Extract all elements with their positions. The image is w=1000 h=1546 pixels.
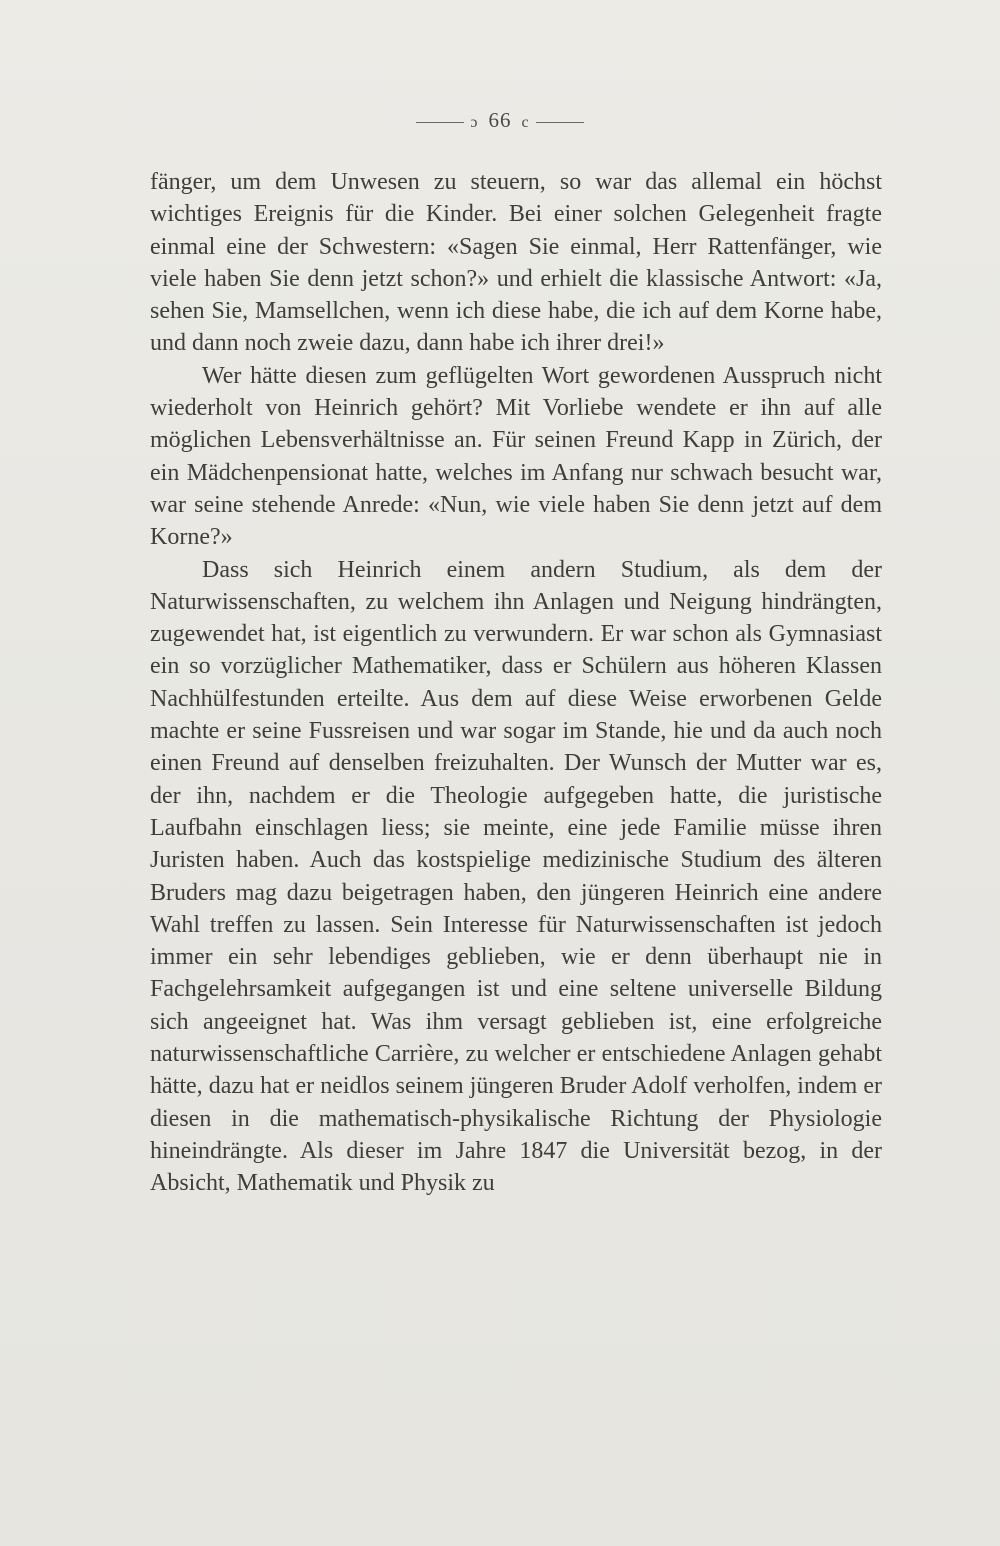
header-rule-right [536, 122, 584, 123]
header-rule-left [416, 122, 464, 123]
header-ornament-left: ɔ [470, 114, 479, 131]
header-ornament-right: c [521, 114, 530, 131]
paragraph-2: Wer hätte diesen zum geflügelten Wort gewordenen Ausspruch nicht wiederholt von Heinrich gehört? Mit Vorliebe wendete er ihn auf alle möglichen Lebensverhältnisse an. Für seinen Freund Kapp in Zürich, der ein Mädchenpensionat hatte, welches im Anfang nur schwach besucht war, war seine stehende Anrede: «Nun, wie viele haben Sie denn jetzt auf dem Korne?» [150, 362, 882, 551]
paragraph-1: fänger, um dem Unwesen zu steuern, so war das allemal ein höchst wichtiges Ereignis für die Kinder. Bei einer solchen Gelegenheit fragte einmal eine der Schwestern: «Sagen Sie einmal, Herr Rattenfänger, wie viele haben Sie denn jetzt schon?» und erhielt die klassische Antwort: «Ja, sehen Sie, Mamsellchen, wenn ich diese habe, die ich auf dem Korne habe, und dann noch zweie dazu, dann habe ich ihrer drei!» [150, 169, 882, 357]
paragraph-3: Dass sich Heinrich einem andern Studium, als dem der Naturwissenschaften, zu welchem ihn Anlagen und Neigung hindrängten, zugewendet hat, ist eigentlich zu verwundern. Er war schon als Gymnasiast ein so vorzüglicher Mathematiker, dass er Schülern aus höheren Klassen Nachhülfestunden erteilte. Aus dem auf diese Weise erworbenen Gelde machte er seine Fussreisen und war sogar im Stande, hie und da auch noch einen Freund auf denselben freizuhalten. Der Wunsch der Mutter war es, der ihn, nachdem er die Theologie aufgegeben hatte, die juristische Laufbahn einschlagen liess; sie meinte, eine jede Familie müsse ihren Juristen haben. Auch das kostspielige medizinische Studium des älteren Bruders mag dazu beigetragen haben, den jüngeren Heinrich eine andere Wahl treffen zu lassen. Sein Interesse für Naturwissenschaften ist jedoch immer ein sehr lebendiges geblieben, wie er denn überhaupt nie in Fachgelehrsamkeit aufgegangen ist und eine seltene universelle Bildung sich angeeignet hat. Was ihm versagt geblieben ist, eine erfolgreiche naturwissenschaftliche Carrière, zu welcher er entschiedene Anlagen gehabt hätte, dazu hat er neidlos seinem jüngeren Bruder Adolf verholfen, indem er diesen in die mathematisch-physikalische Richtung der Physiologie hineindrängte. Als dieser im Jahre 1847 die Universität bezog, in der Absicht, Mathematik und Physik zu [150, 556, 882, 1197]
page-number: 66 [488, 108, 512, 132]
page-header [0, 108, 1000, 133]
body-text [150, 166, 882, 1200]
